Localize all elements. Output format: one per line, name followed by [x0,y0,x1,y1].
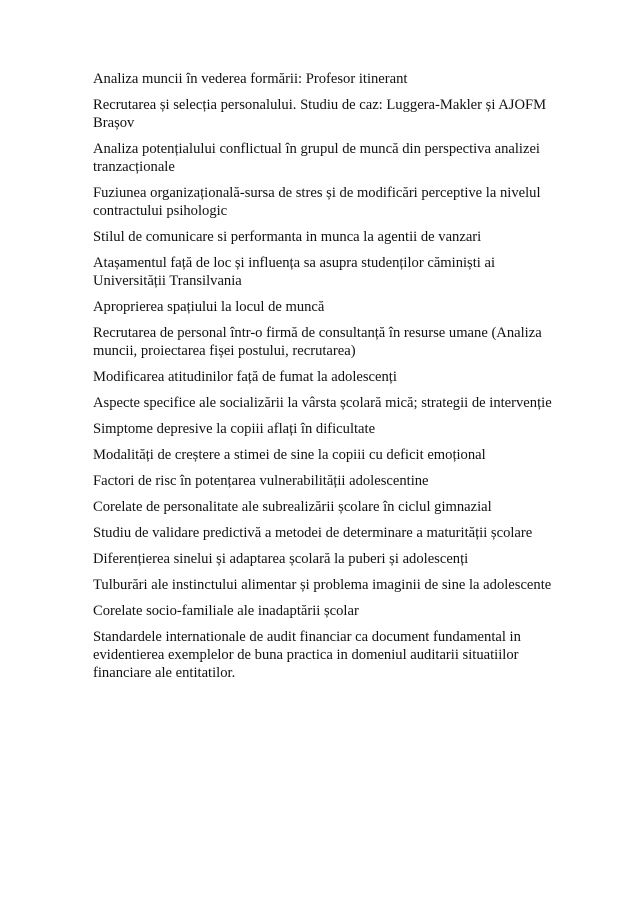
list-item: Factori de risc în potențarea vulnerabilității adolescentine [93,473,429,489]
list-item: Tulburări ale instinctului alimentar și problema imaginii de sine la adolescente [93,577,552,593]
list-item: Aspecte specifice ale socializării la vârsta școlară mică; strategii de intervenție [93,395,552,411]
list-item: Analiza potențialului conflictual în grupul de muncă din perspectiva analizei tranzacționale [93,141,540,175]
list-item: Recrutarea de personal într-o firmă de consultanță în resurse umane (Analiza muncii, proiectarea fișei postului, recrutarea) [93,325,542,359]
list-item: Corelate socio-familiale ale inadaptării școlar [93,603,359,619]
thesis-topic-list [93,70,553,690]
list-item: Atașamentul față de loc și influența sa asupra studenților căminiști ai Universității Transilvania [93,255,496,289]
list-item: Diferențierea sinelui și adaptarea școlară la puberi și adolescenți [93,551,469,567]
list-item: Studiu de validare predictivă a metodei de determinare a maturității școlare [93,525,533,541]
list-item: Corelate de personalitate ale subrealizării școlare în ciclul gimnazial [93,499,492,515]
list-item: Recrutarea și selecția personalului. Studiu de caz: Luggera-Makler și AJOFM Brașov [93,97,547,131]
list-item: Modalități de creștere a stimei de sine la copiii cu deficit emoțional [93,447,486,463]
list-item: Stilul de comunicare si performanta in munca la agentii de vanzari [93,229,482,245]
list-item: Simptome depresive la copiii aflați în dificultate [93,421,376,437]
list-item: Modificarea atitudinilor față de fumat la adolescenți [93,369,397,385]
list-item: Aproprierea spațiului la locul de muncă [93,299,325,315]
list-item: Analiza muncii în vederea formării: Profesor itinerant [93,71,408,87]
list-item: Fuziunea organizațională-sursa de stres și de modificări perceptive la nivelul contractului psihologic [93,185,541,219]
list-item: Standardele internationale de audit financiar ca document fundamental in evidentierea exemplelor de buna practica in domeniul auditarii situatiilor financiare ale entitatilor. [93,629,521,681]
